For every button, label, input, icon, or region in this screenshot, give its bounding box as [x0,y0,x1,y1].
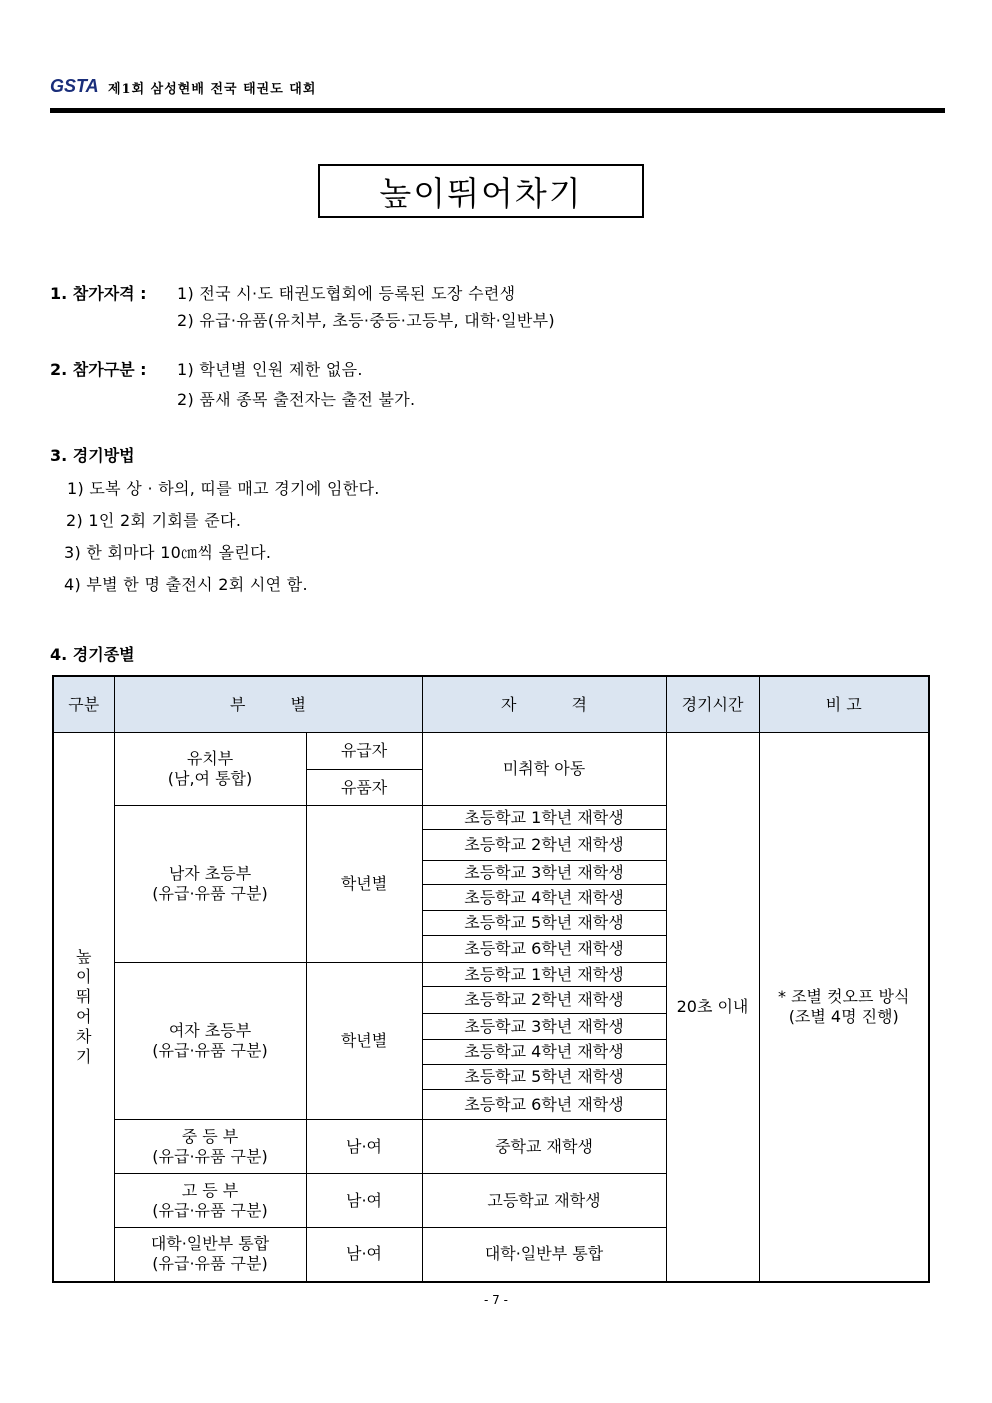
event-char: 기 [76,1046,92,1066]
table-header-row [53,676,929,733]
qual-boys-grade: 초등학교 4학년 재학생 [422,885,666,911]
qual-girls-grade: 초등학교 4학년 재학생 [422,1040,666,1065]
division-name: 유치부 [186,749,234,768]
section-2-item: 2) 품새 종목 출전자는 출전 불가. [177,390,416,409]
qual-high: 고등학교 재학생 [422,1174,666,1228]
sub-girls: 학년별 [306,963,422,1120]
qual-girls-grade: 초등학교 2학년 재학생 [422,987,666,1014]
section-1-label: 1. 참가자격 : [50,284,147,303]
event-char: 차 [76,1026,92,1046]
division-name: 고 등 부 [181,1180,239,1200]
remarks-cell [759,733,929,1282]
division-note: (유급·유품 구분) [152,1146,268,1166]
division-boys [114,806,306,963]
qual-girls-grade: 초등학교 6학년 재학생 [422,1090,666,1120]
sub-univ: 남·여 [306,1228,422,1282]
event-char: 높 [76,946,92,966]
division-name: 여자 초등부 [168,1021,252,1040]
header-rule [50,108,945,113]
event-char: 어 [76,1006,92,1026]
qual-kinder: 미취학 아동 [422,733,666,806]
remark-line: (조별 4명 진행) [788,1006,899,1026]
document-header [50,76,945,100]
division-high [114,1174,306,1228]
division-girls [114,963,306,1120]
section-3-item: 4) 부별 한 명 출전시 2회 시연 함. [64,575,308,594]
division-kinder [114,733,306,806]
qual-girls-grade: 초등학교 3학년 재학생 [422,1014,666,1040]
table-row [53,733,929,770]
division-note: (유급·유품 구분) [152,1200,268,1220]
event-name-cell [53,733,114,1282]
page-title: 높이뛰어차기 [379,173,583,213]
match-time-cell: 20초 이내 [666,733,759,1282]
sub-middle: 남·여 [306,1120,422,1174]
division-note: (유급·유품 구분) [152,1041,268,1060]
qual-boys-grade: 초등학교 3학년 재학생 [422,861,666,885]
event-title: 제1회 삼성현배 전국 태권도 대회 [108,82,317,97]
qual-middle: 중학교 재학생 [422,1120,666,1174]
division-note: (유급·유품 구분) [152,1254,268,1274]
header-gubun: 구분 [53,676,114,733]
division-table [52,675,930,1283]
division-note: (유급·유품 구분) [152,884,268,903]
sub-boys: 학년별 [306,806,422,963]
event-char: 이 [76,966,92,986]
section-2-label: 2. 참가구분 : [50,360,147,379]
title-box [318,164,644,218]
gsta-logo: GSTA [50,76,99,96]
remark-line: * 조별 컷오프 방식 [778,986,910,1006]
qual-boys-grade: 초등학교 5학년 재학생 [422,911,666,936]
section-3-item: 2) 1인 2회 기회를 준다. [66,511,242,530]
division-name: 남자 초등부 [168,864,252,883]
header-bigo: 비 고 [759,676,929,733]
header-time: 경기시간 [666,676,759,733]
sub-kinder-1: 유급자 [306,733,422,770]
header-jagyeok: 자 격 [422,676,666,733]
qual-boys-grade: 초등학교 2학년 재학생 [422,830,666,861]
sub-high: 남·여 [306,1174,422,1228]
event-char: 뛰 [76,986,92,1006]
section-3-item: 1) 도복 상 · 하의, 띠를 매고 경기에 임한다. [67,479,380,498]
qual-boys-grade: 초등학교 1학년 재학생 [422,806,666,830]
division-middle [114,1120,306,1174]
section-3-item: 3) 한 회마다 10㎝씩 올린다. [64,543,272,562]
division-name: 대학·일반부 통합 [150,1234,270,1254]
division-univ [114,1228,306,1282]
page-number: - 7 - [484,1293,508,1307]
qual-girls-grade: 초등학교 1학년 재학생 [422,963,666,987]
section-3-label: 3. 경기방법 [50,446,135,465]
qual-boys-grade: 초등학교 6학년 재학생 [422,936,666,963]
header-bubyeol: 부 별 [114,676,422,733]
section-1-item: 2) 유급·유품(유치부, 초등·중등·고등부, 대학·일반부) [177,311,555,330]
section-2-item: 1) 학년별 인원 제한 없음. [177,360,363,379]
qual-univ: 대학·일반부 통합 [422,1228,666,1282]
section-4-label: 4. 경기종별 [50,645,135,664]
sub-kinder-2: 유품자 [306,770,422,806]
division-note: (남,여 통합) [167,769,253,788]
division-name: 중 등 부 [181,1126,239,1146]
qual-girls-grade: 초등학교 5학년 재학생 [422,1065,666,1090]
section-1-item: 1) 전국 시·도 태권도협회에 등록된 도장 수련생 [177,284,516,303]
